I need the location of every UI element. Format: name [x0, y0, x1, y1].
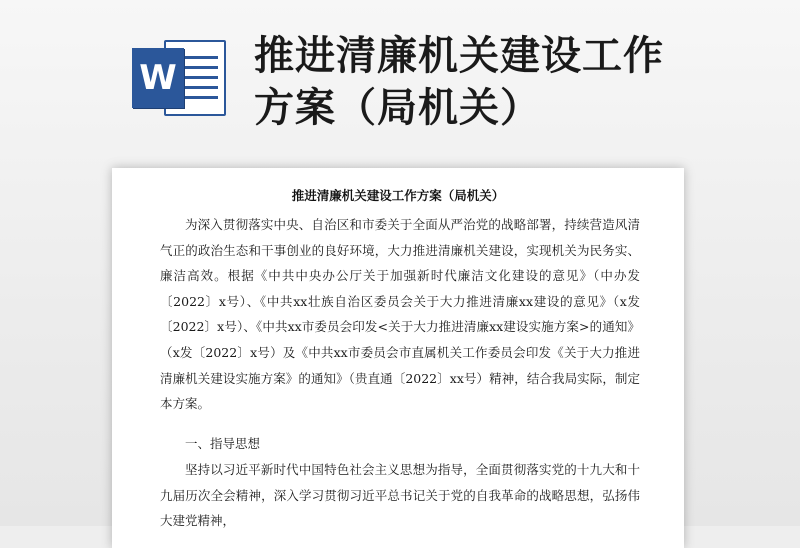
page-title: 推进清廉机关建设工作方案（局机关）	[254, 33, 664, 131]
document-title: 推进清廉机关建设工作方案（局机关）	[291, 188, 505, 203]
document-paragraph-1: 为深入贯彻落实中央、自治区和市委关于全面从严治党的战略部署，持续营造风清气正的政治生态和干事创业的良好环境，大力推进清廉机关建设，实现机关为民务实、廉洁高效。根据《中共中央办公厅关于加强新时代廉洁文化建设的意见》（中办发〔2022〕x号）、《中共xx壮族自治区委员会关于大力推进清廉xx建设的意见》（x发〔2022〕x号）、《中共xx市委员会印发<关于大力推进清廉xx建设实施方案>的通知》（x发〔2022〕x号）及《中共xx市委员会市直属机关工作委员会印发《关于大力推进清廉机关建设实施方案》的通知》（贵直通〔2022〕xx号）精神，结合我局实际，制定本方案。	[160, 217, 640, 412]
word-icon	[128, 34, 232, 122]
section-heading-1: 一、指导思想	[185, 436, 261, 451]
word-badge: W	[132, 48, 184, 108]
document-page	[112, 168, 684, 548]
document-paragraph-2: 坚持以习近平新时代中国特色社会主义思想为指导，全面贯彻落实党的十九大和十九届历次全会精神，深入学习贯彻习近平总书记关于党的自我革命的战略思想，弘扬伟大建党精神，	[160, 462, 640, 529]
